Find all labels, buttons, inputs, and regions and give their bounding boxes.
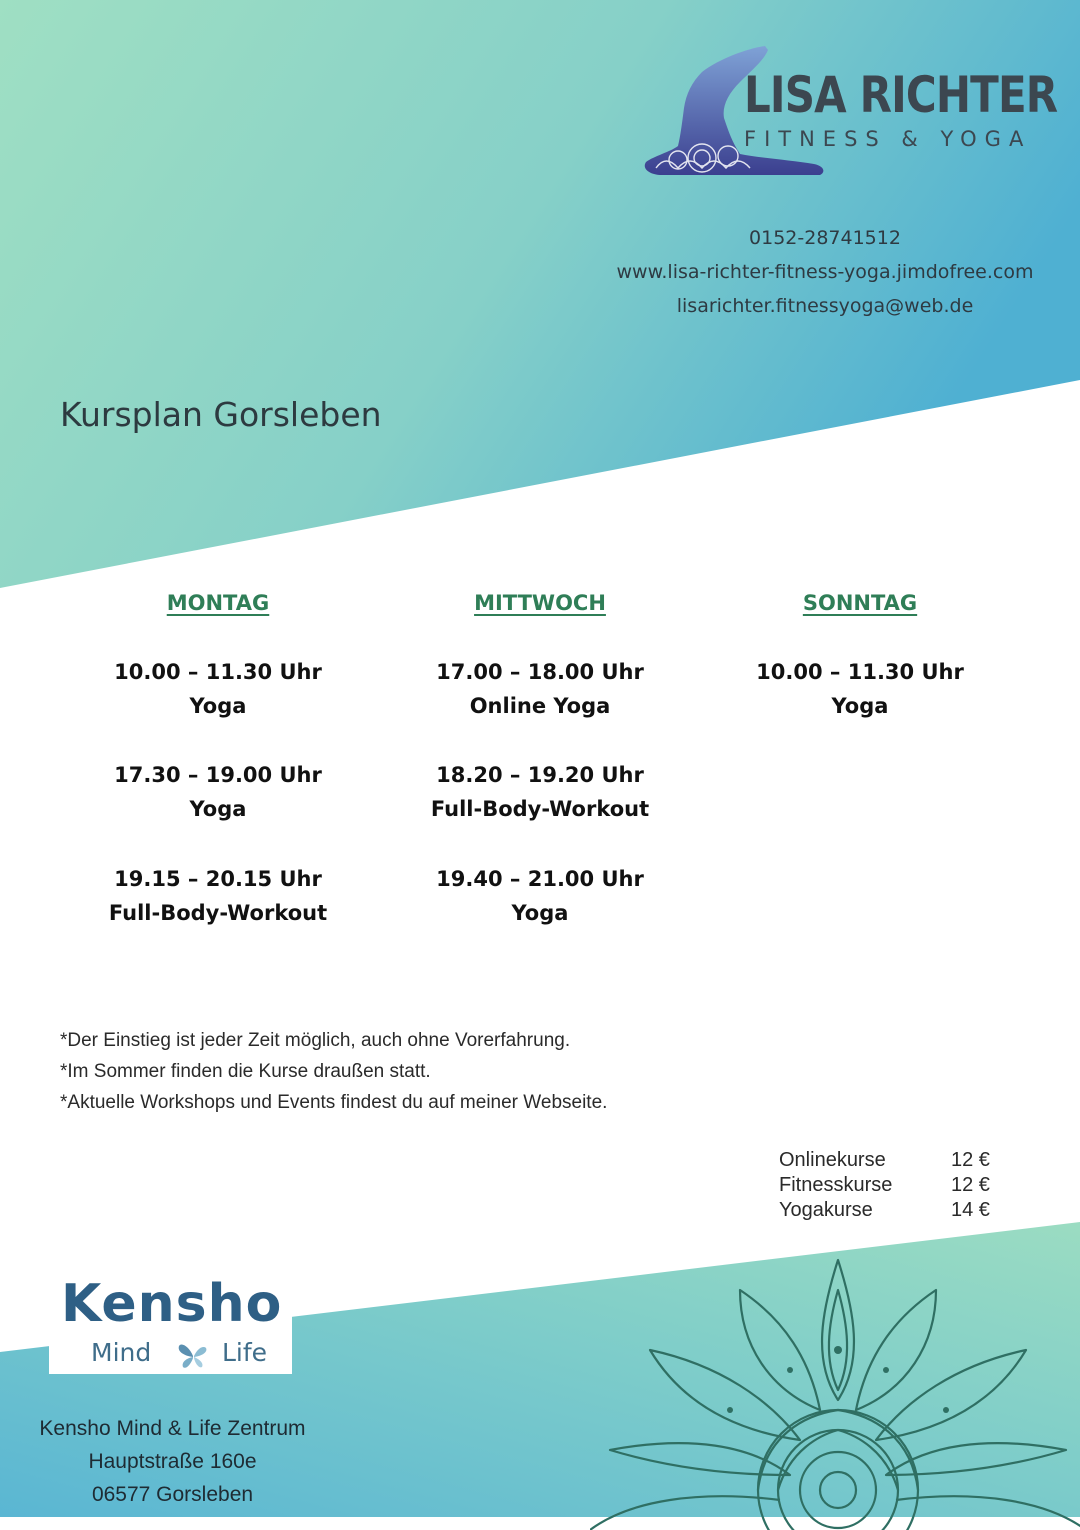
class-slot bbox=[390, 758, 690, 826]
kensho-tag-mind: Mind bbox=[91, 1338, 152, 1367]
note-item: *Aktuelle Workshops und Events findest du auf meiner Webseite. bbox=[60, 1092, 608, 1113]
kensho-tag-life: Life bbox=[222, 1338, 268, 1367]
class-time: 10.00 – 11.30 Uhr bbox=[756, 660, 964, 684]
price-value: 12 € bbox=[951, 1149, 990, 1171]
class-name: Yoga bbox=[189, 694, 247, 718]
kensho-tagline bbox=[91, 1338, 268, 1367]
day-column-montag bbox=[68, 588, 368, 925]
price-value: 14 € bbox=[951, 1199, 990, 1221]
class-name: Yoga bbox=[189, 797, 247, 821]
butterfly-icon bbox=[177, 1340, 209, 1370]
price-row bbox=[779, 1173, 1009, 1198]
page-title: Kursplan Gorsleben bbox=[60, 395, 382, 434]
class-name: Full-Body-Workout bbox=[108, 901, 328, 925]
note-item: *Im Sommer finden die Kurse draußen statt. bbox=[60, 1061, 431, 1082]
class-slot bbox=[710, 655, 1010, 723]
day-heading: SONNTAG bbox=[802, 591, 918, 615]
price-label: Fitnesskurse bbox=[779, 1174, 893, 1196]
day-column-mittwoch bbox=[390, 588, 690, 925]
day-heading: MONTAG bbox=[166, 591, 270, 615]
contact-block bbox=[600, 224, 1050, 326]
brand-subtitle: FITNESS & YOGA bbox=[744, 127, 1032, 151]
class-name: Full-Body-Workout bbox=[430, 797, 650, 821]
brand-name: LISA RICHTER bbox=[744, 66, 1058, 124]
price-label: Onlinekurse bbox=[779, 1149, 886, 1171]
class-time: 18.20 – 19.20 Uhr bbox=[436, 763, 644, 787]
class-slot bbox=[390, 862, 690, 930]
mandala-icon bbox=[590, 1250, 1080, 1530]
notes-list bbox=[60, 1025, 607, 1118]
price-label: Yogakurse bbox=[779, 1199, 873, 1221]
price-list bbox=[779, 1148, 1009, 1223]
day-heading: MITTWOCH bbox=[474, 591, 606, 615]
class-name: Yoga bbox=[831, 694, 889, 718]
price-value: 12 € bbox=[951, 1174, 990, 1196]
class-slot bbox=[68, 862, 368, 930]
address-line: Kensho Mind & Life Zentrum bbox=[39, 1417, 306, 1440]
class-time: 19.15 – 20.15 Uhr bbox=[114, 867, 322, 891]
address-block bbox=[30, 1412, 315, 1511]
class-time: 19.40 – 21.00 Uhr bbox=[436, 867, 644, 891]
class-time: 10.00 – 11.30 Uhr bbox=[114, 660, 322, 684]
class-name: Yoga bbox=[511, 901, 569, 925]
class-slot bbox=[68, 655, 368, 723]
class-name: Online Yoga bbox=[469, 694, 611, 718]
day-column-sonntag bbox=[710, 588, 1010, 718]
class-slot bbox=[68, 758, 368, 826]
class-time: 17.00 – 18.00 Uhr bbox=[436, 660, 644, 684]
price-row bbox=[779, 1148, 1009, 1173]
note-item: *Der Einstieg ist jeder Zeit möglich, auch ohne Vorerfahrung. bbox=[60, 1030, 571, 1051]
website-link[interactable]: www.lisa-richter-fitness-yoga.jimdofree.com bbox=[616, 261, 1034, 283]
kensho-logo bbox=[49, 1270, 292, 1374]
phone-number[interactable]: 0152-28741512 bbox=[749, 227, 901, 249]
kensho-name: Kensho bbox=[61, 1274, 283, 1334]
price-row bbox=[779, 1198, 1009, 1223]
class-time: 17.30 – 19.00 Uhr bbox=[114, 763, 322, 787]
class-slot bbox=[390, 655, 690, 723]
address-line: Hauptstraße 160e bbox=[88, 1450, 257, 1473]
email-link[interactable]: lisarichter.fitnessyoga@web.de bbox=[676, 295, 974, 317]
address-line: 06577 Gorsleben bbox=[91, 1483, 254, 1506]
